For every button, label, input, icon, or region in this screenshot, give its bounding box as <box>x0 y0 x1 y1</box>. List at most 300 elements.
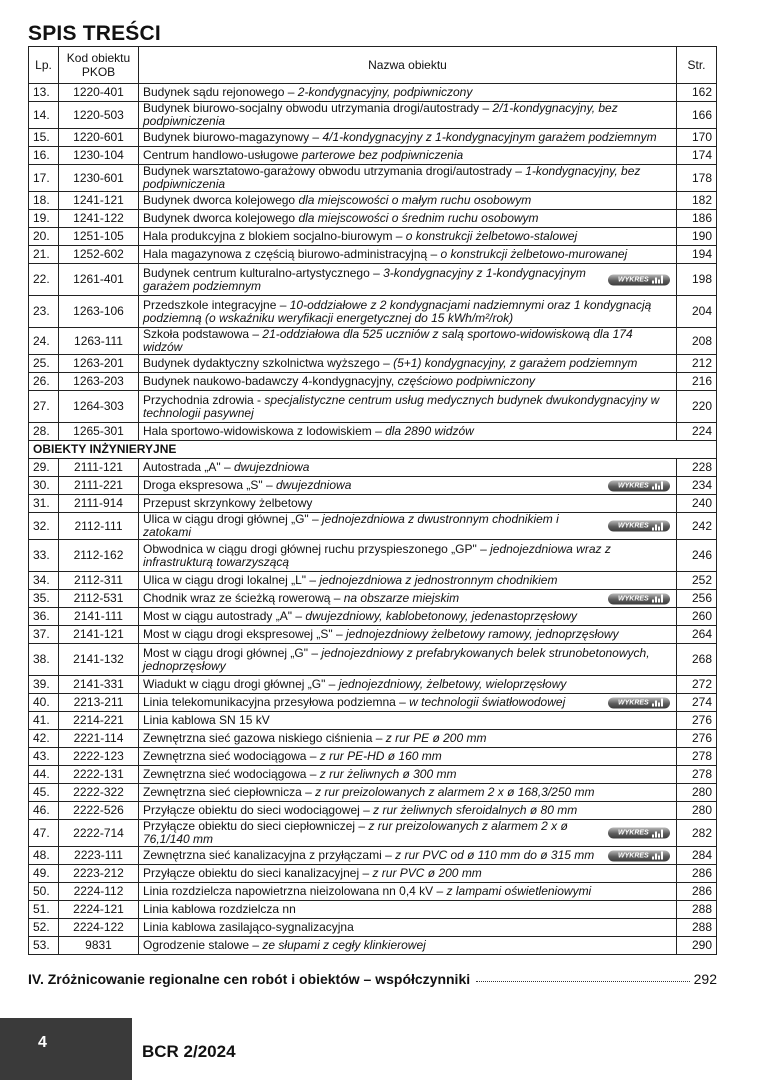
row-description: 3-kondygnacyjny z 1-kondygnacyjnym garażem podziemnym <box>143 265 586 293</box>
row-lp: 23. <box>29 296 59 328</box>
row-page: 212 <box>677 355 717 373</box>
table-row <box>29 147 717 165</box>
table-row <box>29 590 717 608</box>
row-lp: 14. <box>29 102 59 129</box>
row-kod: 1230-601 <box>59 165 139 192</box>
row-description: dwujezdniowy, kablobetonowy, jedenastoprzęsłowy <box>305 609 578 623</box>
row-name: Linia telekomunikacyjna przesyłowa podziemna – <box>143 695 410 709</box>
row-lp: 38. <box>29 644 59 676</box>
row-name-cell <box>139 644 677 676</box>
row-name-text <box>143 939 672 952</box>
table-row <box>29 210 717 228</box>
row-name-text <box>143 86 672 99</box>
row-description: częściowo podpiwniczony <box>397 374 535 388</box>
row-lp: 36. <box>29 608 59 626</box>
row-description: jednojezdniowy żelbetowy ramowy, jednoprzęsłowy <box>346 627 619 641</box>
row-name-cell <box>139 228 677 246</box>
table-row <box>29 572 717 590</box>
table-row <box>29 802 717 820</box>
row-description: z lampami oświetleniowymi <box>446 884 592 898</box>
badge-label: WYKRES <box>618 482 649 489</box>
row-name-cell <box>139 165 677 192</box>
table-row <box>29 264 717 296</box>
row-description: 2-kondygnacyjny, podpiwniczony <box>297 85 473 99</box>
row-page: 286 <box>677 865 717 883</box>
badge-label: WYKRES <box>618 699 649 706</box>
row-name: Budynek dworca kolejowego <box>143 193 299 207</box>
row-name: Zewnętrzna sieć kanalizacyjna z przyłączami – <box>143 848 396 862</box>
table-row <box>29 712 717 730</box>
row-name: Ulica w ciągu drogi głównej „G" – <box>143 512 323 526</box>
row-kod: 2111-221 <box>59 477 139 495</box>
row-name: Zewnętrzna sieć wodociągowa – <box>143 749 320 763</box>
row-description: jednojezdniowa z dwustronnym chodnikiem i zatokami <box>143 512 559 539</box>
row-lp: 18. <box>29 192 59 210</box>
row-kod: 1241-122 <box>59 210 139 228</box>
row-description: dwujezdniowa <box>233 460 310 474</box>
row-name: Zewnętrzna sieć ciepłownicza – <box>143 785 316 799</box>
row-name-text <box>143 212 672 225</box>
row-name-text <box>143 696 672 709</box>
badge-label: WYKRES <box>618 852 649 859</box>
row-name-text <box>143 768 672 781</box>
row-name-cell <box>139 937 677 955</box>
table-row <box>29 901 717 919</box>
row-name-cell <box>139 572 677 590</box>
row-name-text <box>143 248 672 261</box>
row-name-text <box>143 903 672 916</box>
row-kod: 2112-111 <box>59 513 139 540</box>
row-kod: 2222-714 <box>59 820 139 847</box>
row-name-text <box>143 165 672 191</box>
row-name-cell <box>139 477 677 495</box>
row-description: jednojezdniowa wraz z infrastrukturą towarzyszącą <box>143 541 611 569</box>
row-page: 280 <box>677 802 717 820</box>
row-kod: 2213-211 <box>59 694 139 712</box>
table-row <box>29 495 717 513</box>
row-name-text <box>143 647 672 673</box>
bar-chart-icon <box>652 829 663 837</box>
badge-label: WYKRES <box>618 595 649 602</box>
section-iv-page: 292 <box>693 971 717 987</box>
badge-label: WYKRES <box>618 522 649 530</box>
row-name-cell <box>139 264 677 296</box>
row-kod: 2224-112 <box>59 883 139 901</box>
row-name-text <box>143 461 672 474</box>
row-name-cell <box>139 459 677 477</box>
row-page: 284 <box>677 847 717 865</box>
row-page: 174 <box>677 147 717 165</box>
row-name-cell <box>139 626 677 644</box>
row-page: 290 <box>677 937 717 955</box>
row-name: Autostrada „A" – <box>143 460 234 474</box>
bar-chart-icon <box>652 482 663 490</box>
row-name-cell <box>139 901 677 919</box>
row-lp: 32. <box>29 513 59 540</box>
row-name-text <box>143 394 672 420</box>
header-nazwa: Nazwa obiektu <box>139 47 677 84</box>
row-name-cell <box>139 712 677 730</box>
row-name-cell <box>139 210 677 228</box>
row-page: 166 <box>677 102 717 129</box>
row-name: Hala magazynowa z częścią biurowo-administracyjną – <box>143 247 441 261</box>
row-name: Most w ciągu drogi ekspresowej „S" – <box>143 627 347 641</box>
badge-label: WYKRES <box>618 276 649 283</box>
row-name-cell <box>139 540 677 572</box>
row-description: dla miejscowości o średnim ruchu osobowym <box>298 211 539 225</box>
row-description: w technologii światłowodowej <box>409 695 566 709</box>
row-description: na obszarze miejskim <box>343 591 460 605</box>
row-name-cell <box>139 919 677 937</box>
row-page: 242 <box>677 513 717 540</box>
table-row <box>29 847 717 865</box>
row-kod: 2141-111 <box>59 608 139 626</box>
row-name-text <box>143 230 672 243</box>
row-name-cell <box>139 328 677 355</box>
row-lp: 40. <box>29 694 59 712</box>
section-row <box>29 441 717 459</box>
row-kod: 1230-104 <box>59 147 139 165</box>
row-name-text <box>143 885 672 898</box>
row-name: Budynek sądu rejonowego – <box>143 85 298 99</box>
row-lp: 21. <box>29 246 59 264</box>
row-lp: 52. <box>29 919 59 937</box>
section-heading: OBIEKTY INŻYNIERYJNE <box>29 441 717 459</box>
row-description: z rur PVC od ø 110 mm do ø 315 mm <box>395 848 595 862</box>
row-lp: 25. <box>29 355 59 373</box>
row-lp: 39. <box>29 676 59 694</box>
row-page: 220 <box>677 391 717 423</box>
row-page: 216 <box>677 373 717 391</box>
table-row <box>29 355 717 373</box>
row-name-cell <box>139 391 677 423</box>
row-description: z rur żeliwnych ø 300 mm <box>319 767 457 781</box>
row-name-cell <box>139 748 677 766</box>
row-page: 260 <box>677 608 717 626</box>
table-row <box>29 919 717 937</box>
row-lp: 16. <box>29 147 59 165</box>
row-lp: 42. <box>29 730 59 748</box>
row-page: 264 <box>677 626 717 644</box>
row-name-text <box>143 750 672 763</box>
row-lp: 53. <box>29 937 59 955</box>
row-page: 240 <box>677 495 717 513</box>
row-description: o konstrukcji żelbetowo-stalowej <box>405 229 578 243</box>
row-name-text <box>143 479 672 492</box>
row-name-text <box>143 425 672 438</box>
row-page: 276 <box>677 730 717 748</box>
row-name-text <box>143 867 672 880</box>
row-description: 2/1-kondygnacyjny, bez podpiwniczenia <box>143 101 618 128</box>
row-description: dla miejscowości o małym ruchu osobowym <box>298 193 532 207</box>
wykres-chart-badge[interactable] <box>608 480 670 491</box>
row-lp: 27. <box>29 391 59 423</box>
row-name-cell <box>139 84 677 102</box>
row-name-cell <box>139 246 677 264</box>
table-row <box>29 513 717 540</box>
row-kod: 2224-121 <box>59 901 139 919</box>
row-name-text <box>143 267 672 293</box>
row-lp: 34. <box>29 572 59 590</box>
row-description: parterowe bez podpiwniczenia <box>301 148 464 162</box>
row-name-text <box>143 497 672 510</box>
row-name: Ulica w ciągu drogi lokalnej „L" – <box>143 573 320 587</box>
footer-page-number: 4 <box>38 1034 47 1051</box>
row-name: Przyłącze obiektu do sieci ciepłowniczej – <box>143 819 369 833</box>
table-row <box>29 165 717 192</box>
table-row <box>29 102 717 129</box>
row-lp: 13. <box>29 84 59 102</box>
row-name-text <box>143 543 672 569</box>
row-page: 182 <box>677 192 717 210</box>
row-lp: 51. <box>29 901 59 919</box>
row-description: jednojezdniowy z prefabrykowanych belek strunobetonowych, jednoprzęsłowy <box>143 645 650 673</box>
wykres-chart-badge[interactable] <box>608 593 670 604</box>
row-name-cell <box>139 784 677 802</box>
row-page: 228 <box>677 459 717 477</box>
row-page: 280 <box>677 784 717 802</box>
row-lp: 28. <box>29 423 59 441</box>
row-page: 268 <box>677 644 717 676</box>
row-name: Budynek dydaktyczny szkolnictwa wyższego – <box>143 356 394 370</box>
row-description: z rur PE-HD ø 160 mm <box>319 749 442 763</box>
table-row <box>29 608 717 626</box>
row-name: Budynek naukowo-badawczy 4-kondygnacyjny, <box>143 374 398 388</box>
row-name-cell <box>139 373 677 391</box>
row-name-cell <box>139 355 677 373</box>
wykres-chart-badge[interactable] <box>608 828 670 839</box>
row-kod: 1251-105 <box>59 228 139 246</box>
row-lp: 22. <box>29 264 59 296</box>
row-kod: 1220-401 <box>59 84 139 102</box>
row-name-text <box>143 513 672 539</box>
row-name-cell <box>139 513 677 540</box>
row-description: dla 2890 widzów <box>385 424 474 438</box>
row-kod: 1265-301 <box>59 423 139 441</box>
row-name: Linia kablowa SN 15 kV <box>143 713 270 727</box>
row-name: Linia kablowa rozdzielcza nn <box>143 902 296 916</box>
row-page: 224 <box>677 423 717 441</box>
row-name-cell <box>139 423 677 441</box>
row-name-text <box>143 102 672 128</box>
bar-chart-icon <box>652 276 663 284</box>
row-kod: 2141-132 <box>59 644 139 676</box>
row-page: 204 <box>677 296 717 328</box>
row-name-text <box>143 921 672 934</box>
row-name-text <box>143 131 672 144</box>
row-kod: 2222-131 <box>59 766 139 784</box>
row-page: 272 <box>677 676 717 694</box>
row-name-text <box>143 610 672 623</box>
row-name-cell <box>139 192 677 210</box>
row-name: Szkoła podstawowa – <box>143 327 263 341</box>
table-row <box>29 883 717 901</box>
row-name: Hala produkcyjna z blokiem socjalno-biurowym – <box>143 229 406 243</box>
table-row <box>29 694 717 712</box>
row-description: jednojezdniowy, żelbetowy, wieloprzęsłowy <box>338 677 567 691</box>
row-description: z rur żeliwnych sferoidalnych ø 80 mm <box>373 803 578 817</box>
row-name-cell <box>139 766 677 784</box>
row-kod: 2112-531 <box>59 590 139 608</box>
wykres-chart-badge[interactable] <box>608 521 670 532</box>
row-lp: 44. <box>29 766 59 784</box>
table-row <box>29 328 717 355</box>
row-description: o konstrukcji żelbetowo-murowanej <box>440 247 628 261</box>
row-description: ze słupami z cegły klinkierowej <box>262 938 426 952</box>
row-kod: 2141-121 <box>59 626 139 644</box>
row-name-cell <box>139 865 677 883</box>
row-page: 288 <box>677 919 717 937</box>
row-page: 256 <box>677 590 717 608</box>
row-kod: 1263-111 <box>59 328 139 355</box>
row-page: 286 <box>677 883 717 901</box>
row-kod: 2222-322 <box>59 784 139 802</box>
row-lp: 50. <box>29 883 59 901</box>
row-name: Most w ciągu autostrady „A" – <box>143 609 306 623</box>
row-name: Budynek dworca kolejowego <box>143 211 299 225</box>
row-kod: 1263-201 <box>59 355 139 373</box>
row-name-cell <box>139 847 677 865</box>
section-iv-entry[interactable] <box>28 971 717 987</box>
row-description: jednojezdniowa z jednostronnym chodnikiem <box>319 573 558 587</box>
row-name-text <box>143 786 672 799</box>
row-name: Obwodnica w ciągu drogi głównej ruchu przyspieszonego „GP" – <box>143 541 491 556</box>
bar-chart-icon <box>652 522 663 530</box>
row-lp: 29. <box>29 459 59 477</box>
row-description: (5+1) kondygnacyjny, z garażem podziemnym <box>393 356 638 370</box>
row-lp: 33. <box>29 540 59 572</box>
row-name-cell <box>139 730 677 748</box>
table-row <box>29 296 717 328</box>
table-row <box>29 192 717 210</box>
table-row <box>29 459 717 477</box>
row-name-cell <box>139 694 677 712</box>
row-lp: 31. <box>29 495 59 513</box>
row-name: Przedszkole integracyjne – <box>143 297 290 312</box>
row-kod: 2111-914 <box>59 495 139 513</box>
row-page: 246 <box>677 540 717 572</box>
table-row <box>29 730 717 748</box>
row-page: 234 <box>677 477 717 495</box>
row-description: z rur preizolowanych z alarmem 2 x ø 168,3/250 mm <box>315 785 595 799</box>
row-name-cell <box>139 296 677 328</box>
row-name: Budynek biurowo-magazynowy – <box>143 130 323 144</box>
row-name: Przychodnia zdrowia - <box>143 392 265 407</box>
row-name-text <box>143 357 672 370</box>
row-name-text <box>143 732 672 745</box>
row-description: 21-oddziałowa dla 525 uczniów z salą sportowo-widowiskową dla 174 widzów <box>143 327 633 354</box>
bar-chart-icon <box>652 595 663 603</box>
row-page: 282 <box>677 820 717 847</box>
row-kod: 1261-401 <box>59 264 139 296</box>
row-name: Most w ciągu drogi głównej „G" – <box>143 645 322 660</box>
row-page: 288 <box>677 901 717 919</box>
row-name: Centrum handlowo-usługowe <box>143 148 302 162</box>
wykres-chart-badge[interactable] <box>608 697 670 708</box>
row-name: Chodnik wraz ze ścieżką rowerową – <box>143 591 344 605</box>
row-name-text <box>143 592 672 605</box>
row-name-text <box>143 194 672 207</box>
row-page: 194 <box>677 246 717 264</box>
row-name-cell <box>139 495 677 513</box>
row-kod: 2111-121 <box>59 459 139 477</box>
row-description: z rur PVC ø 200 mm <box>372 866 482 880</box>
row-lp: 41. <box>29 712 59 730</box>
table-row <box>29 676 717 694</box>
row-name: Wiadukt w ciągu drogi głównej „G" – <box>143 677 339 691</box>
row-page: 186 <box>677 210 717 228</box>
row-name: Hala sportowo-widowiskowa z lodowiskiem – <box>143 424 386 438</box>
row-name-text <box>143 149 672 162</box>
row-kod: 1263-106 <box>59 296 139 328</box>
wykres-chart-badge[interactable] <box>608 850 670 861</box>
table-header-row <box>29 47 717 84</box>
row-kod: 9831 <box>59 937 139 955</box>
table-row <box>29 391 717 423</box>
row-lp: 48. <box>29 847 59 865</box>
row-lp: 19. <box>29 210 59 228</box>
table-row <box>29 937 717 955</box>
row-name: Droga ekspresowa „S" – <box>143 478 276 492</box>
row-description: z rur preizolowanych z alarmem 2 x ø 76,1/140 mm <box>143 819 568 846</box>
row-lp: 37. <box>29 626 59 644</box>
dot-leader <box>476 980 690 982</box>
row-lp: 17. <box>29 165 59 192</box>
table-row <box>29 129 717 147</box>
row-name-text <box>143 299 672 325</box>
row-name-cell <box>139 802 677 820</box>
row-page: 198 <box>677 264 717 296</box>
row-page: 278 <box>677 766 717 784</box>
bar-chart-icon <box>652 699 663 707</box>
row-lp: 30. <box>29 477 59 495</box>
row-name: Przyłącze obiektu do sieci wodociągowej – <box>143 803 374 817</box>
table-row <box>29 766 717 784</box>
row-kod: 2221-114 <box>59 730 139 748</box>
wykres-chart-badge[interactable] <box>608 274 670 285</box>
table-row <box>29 84 717 102</box>
row-kod: 2112-162 <box>59 540 139 572</box>
row-name-cell <box>139 129 677 147</box>
row-kod: 2141-331 <box>59 676 139 694</box>
row-kod: 2112-311 <box>59 572 139 590</box>
table-row <box>29 246 717 264</box>
row-kod: 2224-122 <box>59 919 139 937</box>
row-name: Linia rozdzielcza napowietrzna nieizolowana nn 0,4 kV – <box>143 884 447 898</box>
row-name-text <box>143 574 672 587</box>
table-row <box>29 865 717 883</box>
row-lp: 35. <box>29 590 59 608</box>
row-name: Budynek centrum kulturalno-artystycznego – <box>143 265 384 280</box>
row-kod: 1252-602 <box>59 246 139 264</box>
footer-publication: BCR 2/2024 <box>142 1042 236 1061</box>
row-name: Przepust skrzynkowy żelbetowy <box>143 496 313 510</box>
row-name: Ogrodzenie stalowe – <box>143 938 263 952</box>
row-description: dwujezdniowa <box>275 478 352 492</box>
row-name: Budynek biurowo-socjalny obwodu utrzymania drogi/autostrady – <box>143 101 493 115</box>
footer-box <box>0 1018 132 1080</box>
table-row <box>29 626 717 644</box>
row-name-text <box>143 820 672 846</box>
row-kod: 2223-212 <box>59 865 139 883</box>
table-row <box>29 748 717 766</box>
row-page: 276 <box>677 712 717 730</box>
row-page: 178 <box>677 165 717 192</box>
row-kod: 1220-601 <box>59 129 139 147</box>
row-name: Zewnętrzna sieć gazowa niskiego ciśnienia – <box>143 731 386 745</box>
row-description: 1-kondygnacyjny, bez podpiwniczenia <box>143 164 641 191</box>
bar-chart-icon <box>652 852 663 860</box>
